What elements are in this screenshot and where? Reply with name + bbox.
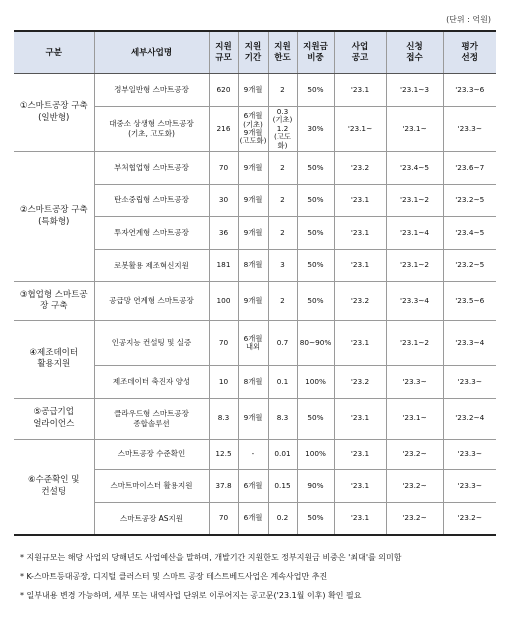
ratio-cell: 50% <box>297 398 334 439</box>
evaluate-cell: '23.2~5 <box>443 249 496 282</box>
limit-cell: 0.7 <box>268 321 297 366</box>
evaluate-cell: '23.3~4 <box>443 321 496 366</box>
announce-cell: '23.1 <box>334 249 386 282</box>
ratio-cell: 100% <box>297 439 334 470</box>
header-period: 지원 기간 <box>238 31 268 74</box>
scale-cell: 8.3 <box>209 398 238 439</box>
announce-cell: '23.1 <box>334 470 386 503</box>
category-cell: ④제조데이터 활용지원 <box>14 321 94 399</box>
scale-cell: 70 <box>209 502 238 535</box>
evaluate-cell: '23.3~ <box>443 470 496 503</box>
header-category: 구분 <box>14 31 94 74</box>
announce-cell: '23.1 <box>334 321 386 366</box>
limit-cell: 0.15 <box>268 470 297 503</box>
table-row <box>14 151 496 184</box>
evaluate-cell: '23.6~7 <box>443 151 496 184</box>
project-name-cell: 스마트마이스터 활용지원 <box>94 470 209 503</box>
limit-cell: 0.2 <box>268 502 297 535</box>
announce-cell: '23.1~ <box>334 106 386 151</box>
scale-cell: 36 <box>209 217 238 250</box>
period-cell: 8개월 <box>238 249 268 282</box>
period-cell: 9개월 <box>238 217 268 250</box>
evaluate-cell: '23.2~4 <box>443 398 496 439</box>
ratio-cell: 80~90% <box>297 321 334 366</box>
announce-cell: '23.2 <box>334 282 386 321</box>
table-row <box>14 282 496 321</box>
header-limit: 지원 한도 <box>268 31 297 74</box>
project-name-cell: 부처협업형 스마트공장 <box>94 151 209 184</box>
period-cell: 6개월 <box>238 502 268 535</box>
evaluate-cell: '23.4~5 <box>443 217 496 250</box>
limit-cell: 2 <box>268 184 297 217</box>
support-program-table <box>14 30 496 536</box>
period-cell: 9개월 <box>238 184 268 217</box>
limit-cell: 0.01 <box>268 439 297 470</box>
evaluate-cell: '23.2~ <box>443 502 496 535</box>
scale-cell: 620 <box>209 74 238 107</box>
evaluate-cell: '23.3~ <box>443 366 496 399</box>
footnote: * 일부내용 변경 가능하며, 세부 또는 내역사업 단위로 이루어지는 공고문('23.1월 이후) 확인 필요 <box>20 591 362 600</box>
period-cell: 9개월 <box>238 282 268 321</box>
ratio-cell: 50% <box>297 249 334 282</box>
table-row <box>14 398 496 439</box>
scale-cell: 30 <box>209 184 238 217</box>
evaluate-cell: '23.2~5 <box>443 184 496 217</box>
project-name-cell: 로봇활용 제조혁신지원 <box>94 249 209 282</box>
apply-cell: '23.3~ <box>386 366 443 399</box>
evaluate-cell: '23.3~ <box>443 439 496 470</box>
ratio-cell: 50% <box>297 282 334 321</box>
period-cell: 6개월 (기초) 9개월 (고도화) <box>238 106 268 151</box>
scale-cell: 181 <box>209 249 238 282</box>
apply-cell: '23.1~2 <box>386 184 443 217</box>
header-evaluate: 평가 선정 <box>443 31 496 74</box>
ratio-cell: 50% <box>297 217 334 250</box>
footnote: * 지원규모는 해당 사업의 당해년도 사업예산을 말하며, 개발기간 지원한도 정부지원금 비중은 '최대'를 의미함 <box>20 553 402 562</box>
project-name-cell: 투자연계형 스마트공장 <box>94 217 209 250</box>
limit-cell: 2 <box>268 74 297 107</box>
period-cell: 6개월 내외 <box>238 321 268 366</box>
project-name-cell: 공급망 연계형 스마트공장 <box>94 282 209 321</box>
footnotes <box>20 548 496 605</box>
limit-cell: 2 <box>268 282 297 321</box>
evaluate-cell: '23.3~6 <box>443 74 496 107</box>
announce-cell: '23.2 <box>334 151 386 184</box>
scale-cell: 37.8 <box>209 470 238 503</box>
apply-cell: '23.1~4 <box>386 217 443 250</box>
scale-cell: 10 <box>209 366 238 399</box>
announce-cell: '23.1 <box>334 398 386 439</box>
limit-cell: 2 <box>268 151 297 184</box>
header-ratio: 지원금 비중 <box>297 31 334 74</box>
project-name-cell: 클라우드형 스마트공장 종합솔루션 <box>94 398 209 439</box>
footnote: * K-스마트등대공장, 디지털 클러스터 및 스마트 공장 테스트베드사업은 계속사업만 추진 <box>20 572 328 581</box>
header-project: 세부사업명 <box>94 31 209 74</box>
announce-cell: '23.1 <box>334 502 386 535</box>
category-cell: ③협업형 스마트공 장 구축 <box>14 282 94 321</box>
announce-cell: '23.1 <box>334 439 386 470</box>
category-cell: ②스마트공장 구축 (특화형) <box>14 151 94 282</box>
project-name-cell: 스마트공장 AS지원 <box>94 502 209 535</box>
limit-cell: 3 <box>268 249 297 282</box>
period-cell: 8개월 <box>238 366 268 399</box>
category-cell: ⑤공급기업 얼라이언스 <box>14 398 94 439</box>
header-announce: 사업 공고 <box>334 31 386 74</box>
limit-cell: 2 <box>268 217 297 250</box>
period-cell: 6개월 <box>238 470 268 503</box>
announce-cell: '23.1 <box>334 74 386 107</box>
ratio-cell: 30% <box>297 106 334 151</box>
project-name-cell: 인공지능 컨설팅 및 실증 <box>94 321 209 366</box>
scale-cell: 12.5 <box>209 439 238 470</box>
header-apply: 신청 접수 <box>386 31 443 74</box>
period-cell: 9개월 <box>238 398 268 439</box>
ratio-cell: 90% <box>297 470 334 503</box>
project-name-cell: 탄소중립형 스마트공장 <box>94 184 209 217</box>
apply-cell: '23.2~ <box>386 470 443 503</box>
header-scale: 지원 규모 <box>209 31 238 74</box>
table-row <box>14 439 496 470</box>
project-name-cell: 스마트공장 수준확인 <box>94 439 209 470</box>
apply-cell: '23.3~4 <box>386 282 443 321</box>
evaluate-cell: '23.5~6 <box>443 282 496 321</box>
ratio-cell: 50% <box>297 151 334 184</box>
project-name-cell: 정부일반형 스마트공장 <box>94 74 209 107</box>
category-cell: ⑥수준확인 및 컨설팅 <box>14 439 94 535</box>
ratio-cell: 50% <box>297 502 334 535</box>
apply-cell: '23.1~3 <box>386 74 443 107</box>
limit-cell: 8.3 <box>268 398 297 439</box>
scale-cell: 70 <box>209 151 238 184</box>
ratio-cell: 50% <box>297 184 334 217</box>
project-name-cell: 제조데이터 축진자 양성 <box>94 366 209 399</box>
announce-cell: '23.1 <box>334 184 386 217</box>
apply-cell: '23.1~2 <box>386 249 443 282</box>
period-cell: - <box>238 439 268 470</box>
header-row <box>14 31 496 74</box>
scale-cell: 100 <box>209 282 238 321</box>
announce-cell: '23.2 <box>334 366 386 399</box>
apply-cell: '23.1~2 <box>386 321 443 366</box>
apply-cell: '23.1~ <box>386 106 443 151</box>
scale-cell: 216 <box>209 106 238 151</box>
ratio-cell: 50% <box>297 74 334 107</box>
apply-cell: '23.1~ <box>386 398 443 439</box>
category-cell: ①스마트공장 구축 (일반형) <box>14 74 94 152</box>
limit-cell: 0.3 (기초) 1.2 (고도화) <box>268 106 297 151</box>
announce-cell: '23.1 <box>334 217 386 250</box>
period-cell: 9개월 <box>238 74 268 107</box>
evaluate-cell: '23.3~ <box>443 106 496 151</box>
table-row <box>14 321 496 366</box>
unit-label: (단위 : 억원) <box>446 15 491 24</box>
apply-cell: '23.4~5 <box>386 151 443 184</box>
apply-cell: '23.2~ <box>386 502 443 535</box>
ratio-cell: 100% <box>297 366 334 399</box>
table-row <box>14 74 496 107</box>
scale-cell: 70 <box>209 321 238 366</box>
period-cell: 9개월 <box>238 151 268 184</box>
project-name-cell: 대중소 상생형 스마트공장 (기초, 고도화) <box>94 106 209 151</box>
limit-cell: 0.1 <box>268 366 297 399</box>
apply-cell: '23.2~ <box>386 439 443 470</box>
